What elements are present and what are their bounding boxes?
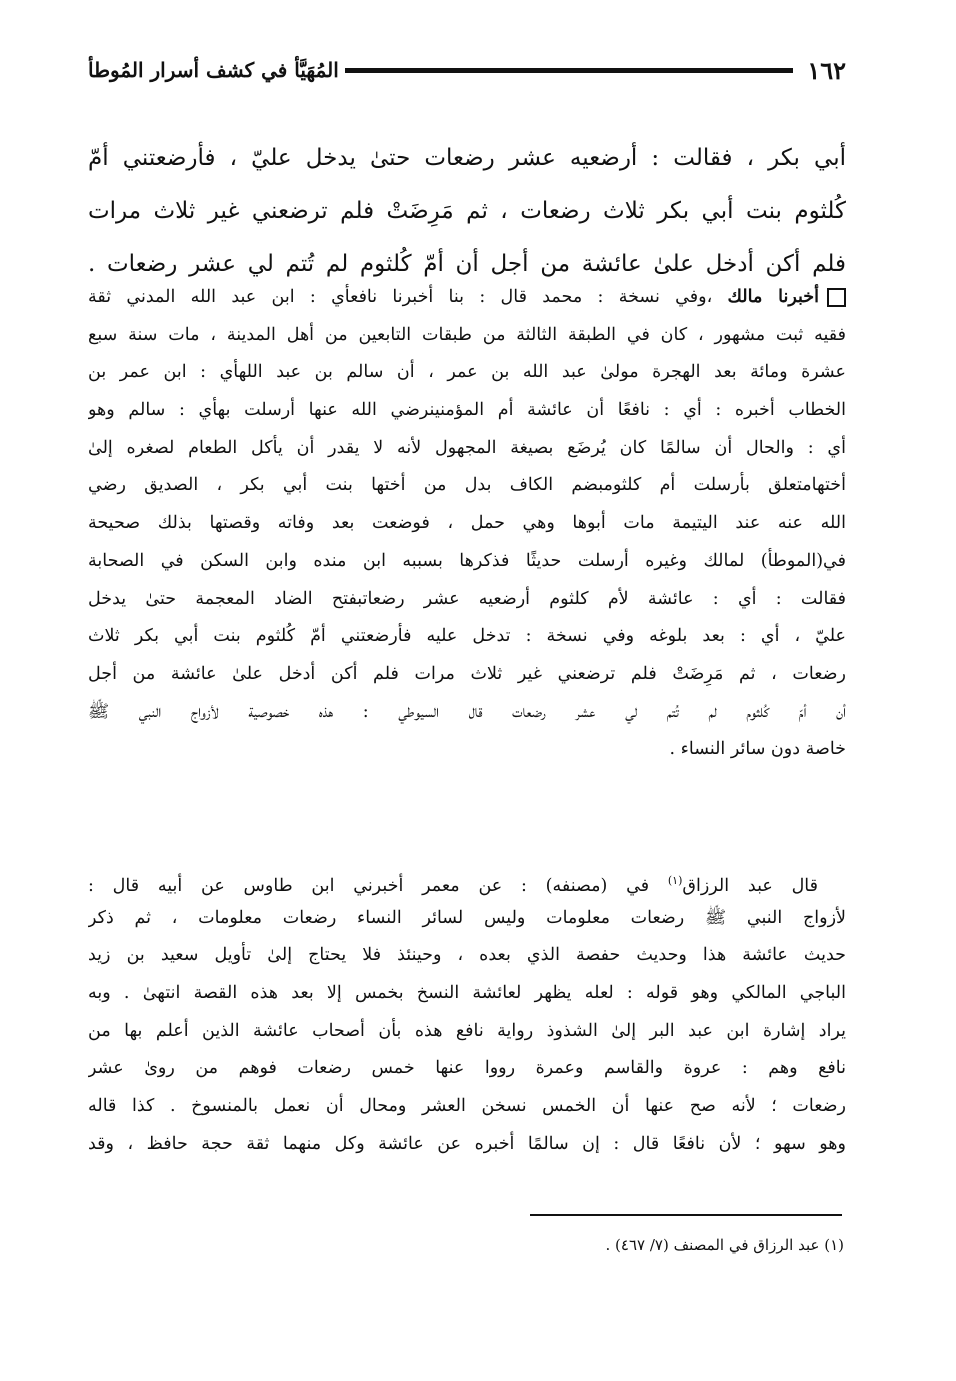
text-line: في(الموطأ) لمالك وغيره أرسلت حديثًا فذكرها بسببه ابن منده وابن السكن في الصحابة [88,550,846,571]
text-line: الخطاب أخبره : أي : نافعًا أن عائشة أم المؤمنينرضي الله عنها أرسلت بهأي : سالم وهو [88,400,846,421]
text-line: عليّ ، أي : بعد بلوغه وفي نسخة : تدخل عليه فأرضعتني أمّ كُلثوم بنت أبي بكر ثلاث [88,626,846,647]
text-line [88,862,846,900]
footnote-ref[interactable]: (١) [667,874,683,887]
text-line: كُلثوم بنت أبي بكر ثلاث رضعات ، ثم مَرِضَتْ فلم ترضعني غير ثلاث مرات [88,198,846,224]
text-span: ،وفي نسخة : محمد قال : بنا أخبرنا نافعأي : ابن عبد الله المدني ثقة [88,287,713,307]
text-line: أبي بكر ، فقالت : أرضعيه عشر رضعات حتىٰ يدخل عليّ ، فأرضعتني أمّ [88,145,846,171]
text-line: رضعات ، ثم مَرِضَتْ فلم ترضعني غير ثلاث مرات فلم أكن أدخل علىٰ عائشة من أجل [88,663,846,684]
text-line: رضعات ؛ لأنه صح عنها أن الخمس نسخن العشر ومحال أن نعمل بالمنسوخ . كذا قاله [88,1096,846,1117]
text-line: الله عنه عند اليتيمة مات أبوها وهي حمل ، فوضعت بعد وفاته وقصتها بذلك صحيحة [88,513,846,534]
section-marker-square [827,288,846,307]
text-line: نافع وهم : عروة والقاسم وعمرة رووا عنها خمس رضعات فوهم من روىٰ عشر [88,1058,846,1079]
text-line: عشرة ومائة بعد الهجرة مولىٰ عبد الله بن عمر ، أن سالم بن عبد اللهأي : ابن عمر بن [88,362,846,383]
running-header [88,52,846,88]
text-line: فلم أكن أدخل علىٰ عائشة من أجل أن أمّ كُلثوم لم تُتم لي عشر رضعات . [88,251,846,277]
footnote: (١) عبد الرزاق في المصنف (٧/ ٤٦٧) . [605,1236,844,1254]
text-line: لأزواج النبي ﷺ رضعات معلومات وليس لسائر النساء رضعات معلومات ، ثم ذكر [88,907,846,928]
text-line: أي : والحال أن سالمًا كان يُرضَع بصيغة المجهول لأنه لا يقدر أن يأكل الطعام لصغره إلىٰ [88,437,846,458]
text-span: قال عبد الرزاق [682,875,818,896]
text-line: وهو سهو ؛ لأن نافعًا قال : إن سالمًا أخبره عن عائشة وكل منهما ثقة حجة حافظ ، وقد [88,1133,846,1154]
text-span: في (مصنفه) : عن معمر أخبرني ابن طاوس عن أبيه قال : [88,875,650,896]
text-line: فقالت : أي : عائشة لأم كلثوم أرضعيه عشر رضعاتبفتح الضاد المعجمة حتىٰ يدخل [88,588,846,609]
text-line: أن أمّ كُلثوم لم تُتم لي عشر رضعات قال السيوطي : هذه خصوصية لأزواج النبي ﷺ [88,701,846,722]
page-number: ١٦٢ [807,55,846,85]
text-line: حديث عائشة هذا وحديث حفصة الذي بعده ، وحينئذ فلا يحتاج إلىٰ تأويل سعيد بن زيد [88,945,846,966]
hadith-lead: أخبرنا مالك [727,287,819,307]
footnote-separator [530,1214,842,1216]
text-line: خاصة دون سائر النساء . [669,739,846,760]
commentary-text [88,279,846,769]
header-rule [345,68,793,73]
text-line: الباجي المالكي وهو قوله : لعله يظهر لعائشة النسخ بخمس إلا بعد هذه القصة انتهىٰ . وبه [88,983,846,1004]
text-line: يراد إشارة ابن عبد البر إلىٰ الشذوذ رواية نافع هذه بأن أصحاب عائشة الذين أعلم بها من [88,1020,846,1041]
text-line: فقيه ثبت مشهور ، كان في الطبقة الثالثة من طبقات التابعين من أهل المدينة ، مات سنة سبع [88,324,846,345]
text-line: أختهامتعلق بأرسلت أم كلثومبضم الكاف بدل من أختها بنت أبي بكر ، الصديق رضي [88,475,846,496]
book-title: المُهَيَّأ في كشف أسرار المُوطأ [88,58,339,82]
text-line [88,279,846,317]
matn-text [88,132,846,291]
commentary-text-2 [88,862,846,1164]
